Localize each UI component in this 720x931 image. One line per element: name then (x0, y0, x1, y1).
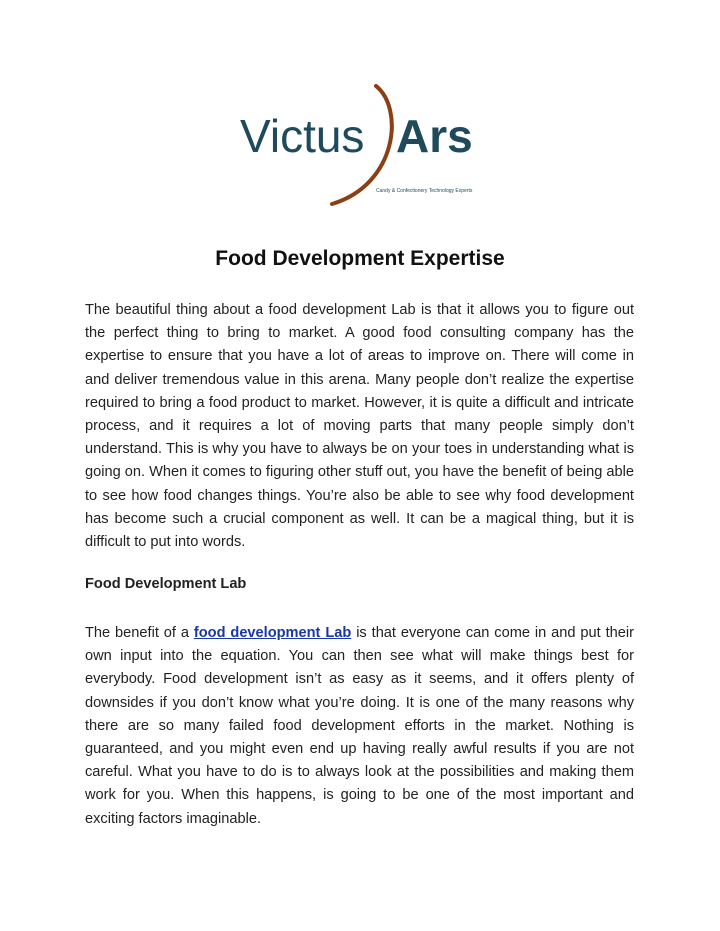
victus-ars-logo (236, 84, 482, 208)
body-text-after-link: is that everyone can come in and put their own input into the equation. You can then see what will make things best for everybody. Food development isn’t as easy as it seems, and it offers plenty of downsides if you don’t know what you’re doing. It is one of the many reasons why there are so many failed food development efforts in the market. Nothing is guaranteed, and you might even end up having really awful results if you are not careful. What you have to do is to always look at the possibilities and making them work for you. When this happens, is going to be one of the most important and exciting factors imaginable. (85, 625, 634, 827)
logo-word-ars: Ars (396, 110, 473, 162)
page-title: Food Development Expertise (215, 247, 505, 270)
logo-tagline: Candy & Confectionery Technology Experts (376, 188, 473, 194)
food-development-lab-link[interactable]: food development Lab (193, 625, 352, 641)
logo-word-victus: Victus (240, 110, 365, 162)
intro-paragraph: The beautiful thing about a food development Lab is that it allows you to figure out the perfect thing to bring to market. A good food consulting company has the expertise to ensure that you have a lot of areas to improve on. There will come in and deliver tremendous value in this arena. Many people don’t realize the expertise required to bring a food product to market. However, it is quite a difficult and intricate process, and it requires a lot of moving parts that many people simply don’t understand. This is why you have to always be on your toes in understanding what is going on. When it comes to figuring other stuff out, you have the benefit of being able to see how food changes things. You’re also be able to see why food development has become such a crucial component as well. It can be a magical thing, but it is difficult to put into words. (85, 302, 634, 551)
body-paragraph (85, 622, 634, 831)
section-heading: Food Development Lab (85, 576, 247, 592)
body-text-before-link: The benefit of a (85, 625, 194, 641)
